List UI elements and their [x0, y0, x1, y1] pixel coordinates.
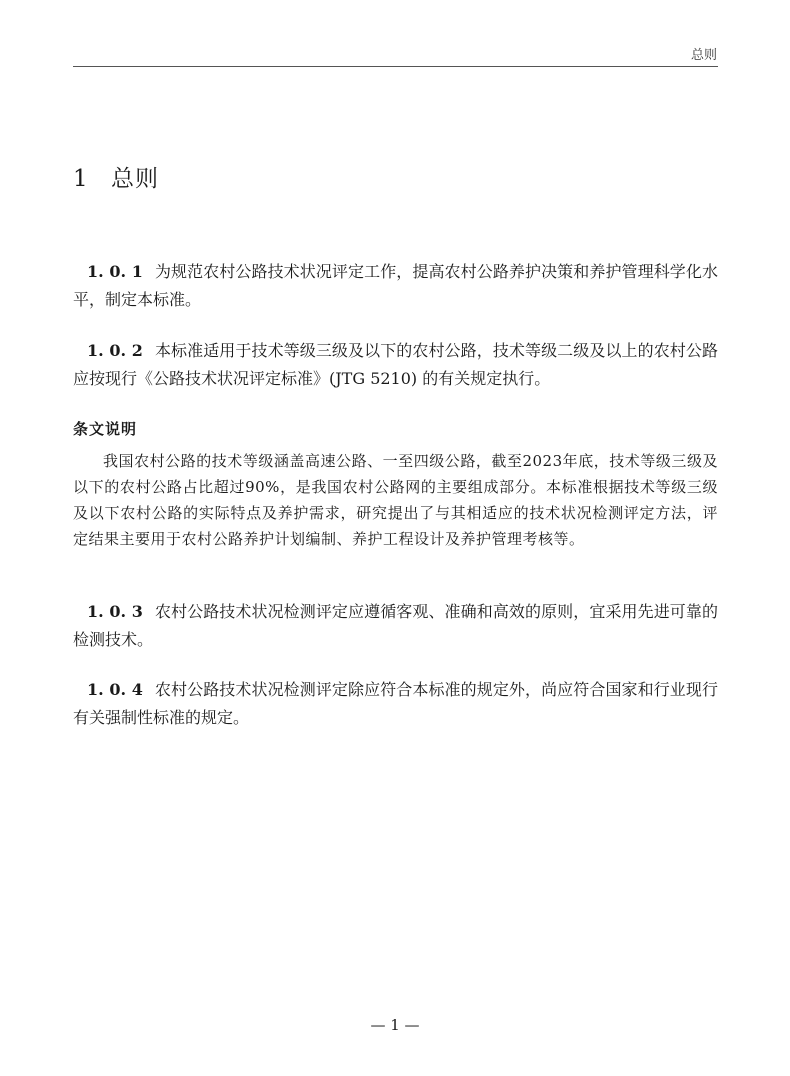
clause-1-0-2 — [73, 337, 718, 393]
chapter-heading — [73, 160, 159, 193]
page-number: — 1 — — [370, 1016, 420, 1034]
clause-number: 1. 0. 2 — [87, 341, 143, 360]
clause-1-0-4 — [73, 676, 718, 732]
clause-text: 本标准适用于技术等级三级及以下的农村公路，技术等级二级及以上的农村公路应按现行《公路技术状况评定标准》(JTG 5210) 的有关规定执行。 — [73, 341, 718, 388]
clause-number: 1. 0. 1 — [87, 262, 143, 281]
clause-number: 1. 0. 4 — [87, 680, 143, 699]
notes-heading: 条文说明 — [73, 420, 138, 438]
notes-body: 我国农村公路的技术等级涵盖高速公路、一至四级公路，截至2023年底，技术等级三级及以下的农村公路占比超过90%，是我国农村公路网的主要组成部分。本标准根据技术等级三级及以下农村公路的实际特点及养护需求，研究提出了与其相适应的技术状况检测评定方法，评定结果主要用于农村公路养护计划编制、养护工程设计及养护管理考核等。 — [73, 452, 718, 548]
clause-number: 1. 0. 3 — [87, 602, 143, 621]
clause-text: 农村公路技术状况检测评定应遵循客观、准确和高效的原则，宜采用先进可靠的检测技术。 — [73, 602, 718, 649]
header-rule — [73, 66, 718, 67]
clause-text: 为规范农村公路技术状况评定工作，提高农村公路养护决策和养护管理科学化水平，制定本标准。 — [73, 262, 718, 309]
clause-1-0-1 — [73, 258, 718, 314]
clause-1-0-3 — [73, 598, 718, 654]
chapter-number: 1 — [73, 166, 89, 192]
clause-text: 农村公路技术状况检测评定除应符合本标准的规定外，尚应符合国家和行业现行有关强制性标准的规定。 — [73, 680, 718, 727]
chapter-title: 总则 — [111, 166, 159, 192]
running-header-title: 总则 — [690, 48, 717, 63]
